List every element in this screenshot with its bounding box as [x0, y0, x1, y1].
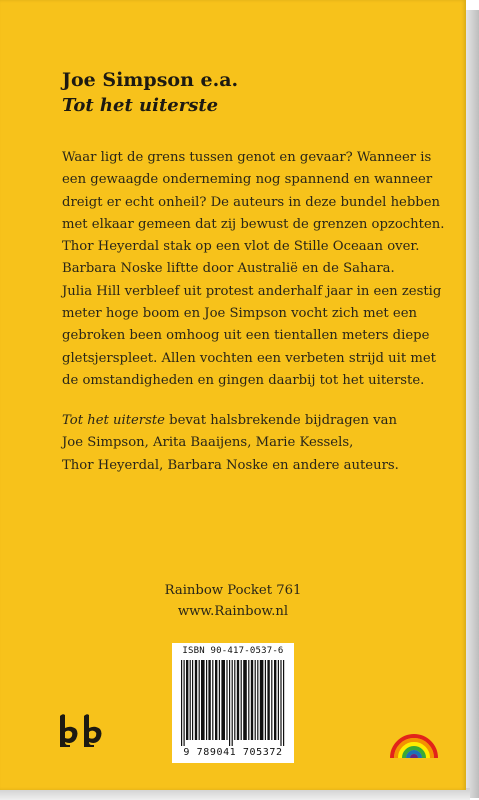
blurb-line: gletsjerspleet. Allen vochten een verbeten strijd uit met: [62, 350, 436, 366]
series-label: Rainbow Pocket 761: [164, 583, 302, 598]
bb-logo-icon: [58, 712, 110, 748]
blurb-line: een gewaagde onderneming nog spannend en wanneer: [62, 172, 433, 188]
blurb-line: Waar ligt de grens tussen genot en gevaar? Wanneer is: [62, 150, 432, 165]
blurb-line: Thor Heyerdal, Barbara Noske en andere auteurs.: [62, 457, 399, 473]
author-name: Joe Simpson e.a.: [62, 69, 239, 91]
blurb-line: Thor Heyerdal stak op een vlot de Stille Oceaan over.: [62, 239, 420, 255]
blurb-paragraph-1: [62, 147, 452, 392]
blurb-paragraph-2: [62, 410, 452, 477]
blurb-line: Barbara Noske liftte door Australië en de Sahara.: [62, 261, 395, 277]
isbn-label: ISBN 90-417-0537-6: [182, 646, 284, 656]
barcode-box: [172, 643, 294, 763]
blurb-line: Joe Simpson, Arita Baaijens, Marie Kessels,: [62, 435, 354, 451]
blurb-line: de omstandigheden en gingen daarbij tot het uiterste.: [62, 372, 425, 388]
blurb-line: meter hoge boom en Joe Simpson vocht zich met een: [62, 306, 418, 322]
blurb-title-italic: Tot het uiterste: [62, 413, 165, 428]
blurb-line: [62, 410, 452, 432]
blurb-line: Julia Hill verbleef uit protest anderhalf jaar in een zestig: [62, 283, 442, 299]
book-title: Tot het uiterste: [62, 95, 219, 116]
blurb-line: met elkaar gemeen dat zij bewust de grenzen opzochten.: [62, 216, 445, 232]
blurb-line: gebroken been omhoog uit een tientallen meters diepe: [62, 328, 430, 344]
rainbow-logo-icon: [388, 716, 440, 760]
barcode-icon: [180, 660, 286, 746]
publisher-website: www.Rainbow.nl: [177, 604, 289, 619]
blurb-line: dreigt er echt onheil? De auteurs in deze bundel hebben: [62, 194, 441, 210]
ean-number: 9 789041 705372: [183, 747, 283, 758]
blurb-line-rest: bevat halsbrekende bijdragen van: [164, 413, 397, 428]
